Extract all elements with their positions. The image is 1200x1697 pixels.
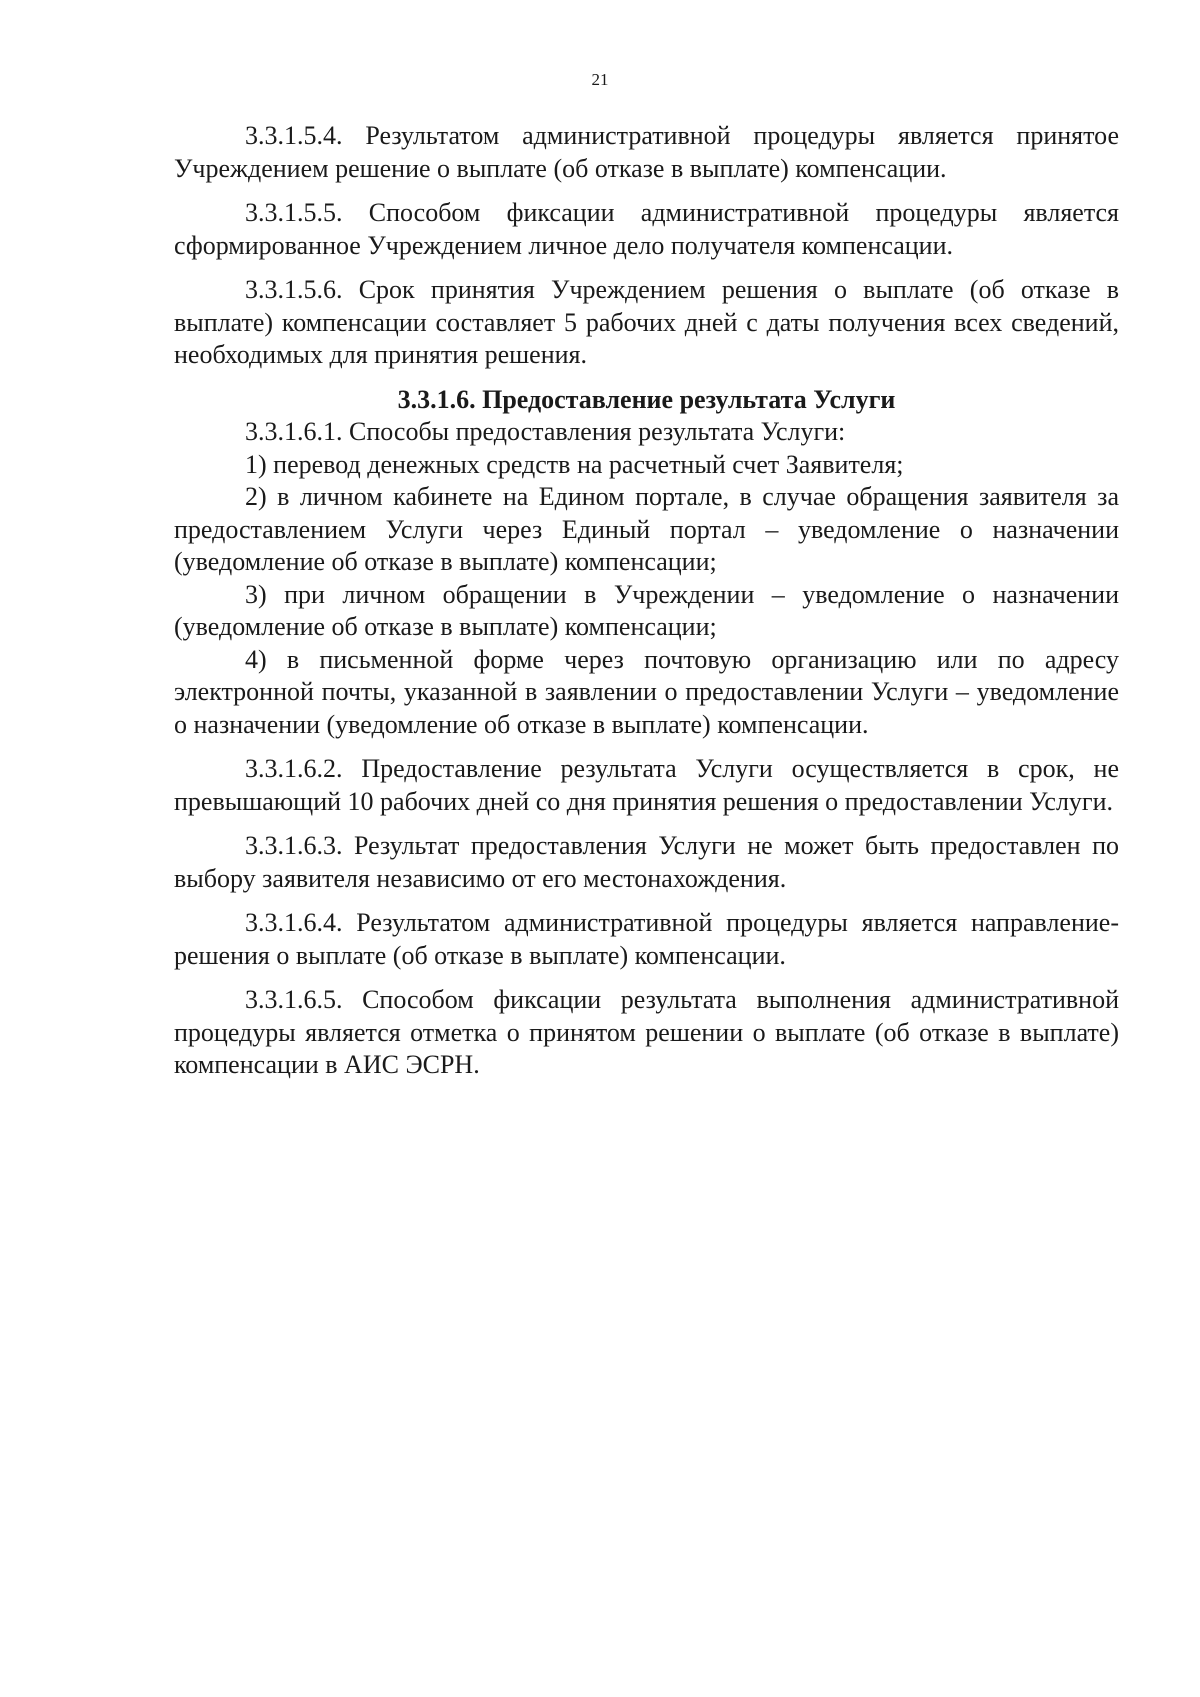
- paragraph-3-3-1-5-6: 3.3.1.5.6. Срок принятия Учреждением решения о выплате (об отказе в выплате) компенсации составляет 5 рабочих дней с даты получения всех сведений, необходимых для принятия решения.: [174, 275, 1119, 369]
- document-body: [174, 120, 1119, 1082]
- list-item-4: 4) в письменной форме через почтовую организацию или по адресу электронной почты, указанной в заявлении о предоставлении Услуги – уведомление о назначении (уведомление об отказе в выплате) компенсации.: [174, 644, 1119, 739]
- section-heading: 3.3.1.6. Предоставление результата Услуги: [397, 384, 896, 414]
- paragraph-3-3-1-6-1: 3.3.1.6.1. Способы предоставления результата Услуги:: [245, 417, 846, 446]
- paragraph-3-3-1-6-3: 3.3.1.6.3. Результат предоставления Услуги не может быть предоставлен по выбору заявителя независимо от его местонахождения.: [174, 831, 1119, 893]
- paragraph-3-3-1-6-2: 3.3.1.6.2. Предоставление результата Услуги осуществляется в срок, не превышающий 10 рабочих дней со дня принятия решения о предоставлении Услуги.: [174, 754, 1119, 816]
- paragraph-3-3-1-5-5: 3.3.1.5.5. Способом фиксации административной процедуры является сформированное Учреждением личное дело получателя компенсации.: [174, 198, 1119, 260]
- page-number: 21: [591, 70, 609, 89]
- list-item-1: 1) перевод денежных средств на расчетный счет Заявителя;: [245, 449, 904, 479]
- paragraph-3-3-1-5-4: 3.3.1.5.4. Результатом административной процедуры является принятое Учреждением решение о выплате (об отказе в выплате) компенсации.: [174, 121, 1119, 183]
- paragraph-3-3-1-6-4: 3.3.1.6.4. Результатом административной процедуры является направление-решения о выплате (об отказе в выплате) компенсации.: [174, 908, 1119, 970]
- list-item-2: 2) в личном кабинете на Едином портале, в случае обращения заявителя за предоставлением Услуги через Единый портал – уведомление о назначении (уведомление об отказе в выплате) компенсации;: [174, 482, 1119, 576]
- list-item-3: 3) при личном обращении в Учреждении – уведомление о назначении (уведомление об отказе в выплате) компенсации;: [174, 579, 1119, 641]
- paragraph-3-3-1-6-5: 3.3.1.6.5. Способом фиксации результата выполнения административной процедуры является отметка о принятом решении о выплате (об отказе в выплате) компенсации в АИС ЭСРН.: [174, 985, 1119, 1079]
